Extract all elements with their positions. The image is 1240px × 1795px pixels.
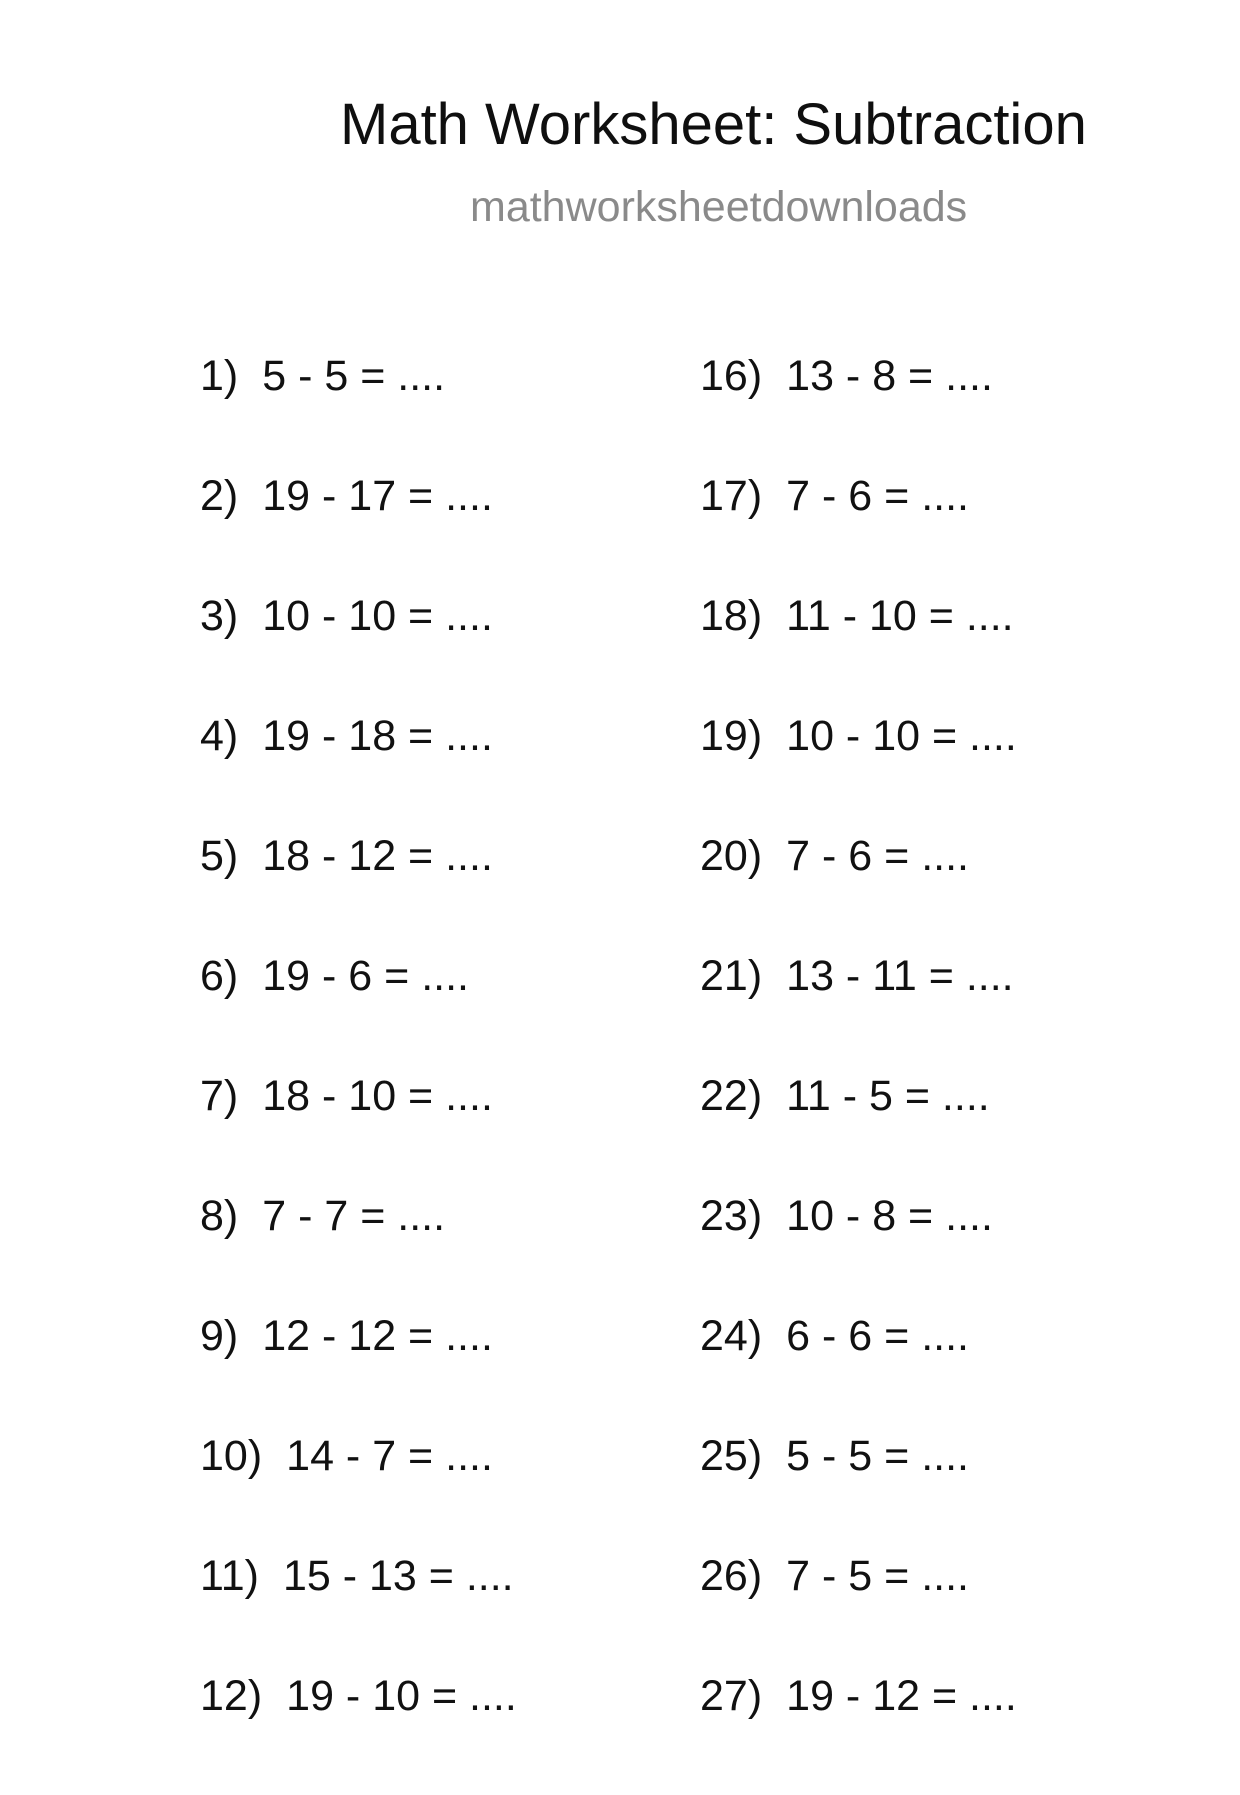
problem-expression: 7 - 5 = .... [786,1552,969,1600]
problem-grid [200,352,1100,1735]
problem-expression: 7 - 6 = .... [786,472,969,520]
problem-number: 5) [200,832,239,880]
problem-item [700,712,1017,835]
problem-item [700,1192,1017,1315]
problem-expression: 19 - 6 = .... [262,952,469,1000]
problem-number: 22) [700,1072,763,1120]
problem-number: 26) [700,1552,763,1600]
problem-number: 19) [700,712,763,760]
problem-item [200,352,517,475]
problem-expression: 11 - 10 = .... [786,592,1014,640]
problem-number: 16) [700,352,763,400]
problem-number: 4) [200,712,239,760]
problem-item [200,1192,517,1315]
problem-number: 18) [700,592,763,640]
problem-item [700,1552,1017,1675]
problem-expression: 18 - 12 = .... [262,832,493,880]
problem-item [700,1072,1017,1195]
problem-item [700,472,1017,595]
problem-number: 7) [200,1072,239,1120]
problem-number: 9) [200,1312,239,1360]
problem-expression: 13 - 8 = .... [786,352,993,400]
problem-item [200,832,517,955]
problem-number: 1) [200,352,239,400]
problem-expression: 19 - 10 = .... [286,1672,517,1720]
problem-expression: 19 - 18 = .... [262,712,493,760]
problem-expression: 6 - 6 = .... [786,1312,969,1360]
problem-item [700,1432,1017,1555]
problem-number: 25) [700,1432,763,1480]
worksheet-title: Math Worksheet: Subtraction [340,92,1087,157]
problem-item [200,952,517,1075]
problem-expression: 5 - 5 = .... [786,1432,969,1480]
problem-number: 17) [700,472,763,520]
problem-expression: 10 - 10 = .... [786,712,1017,760]
problem-expression: 10 - 10 = .... [262,592,493,640]
problem-number: 24) [700,1312,763,1360]
problem-item [200,1432,517,1555]
problem-number: 6) [200,952,239,1000]
problem-item [700,1672,1017,1795]
problem-item [200,712,517,835]
problem-expression: 15 - 13 = .... [282,1552,514,1600]
problem-number: 23) [700,1192,763,1240]
problem-item [200,1072,517,1195]
problem-expression: 5 - 5 = .... [262,352,446,400]
problem-column-right [700,352,1017,1795]
problem-number: 3) [200,592,239,640]
problem-expression: 13 - 11 = .... [786,952,1014,1000]
problem-item [200,472,517,595]
problem-number: 11) [200,1552,259,1600]
problem-item [700,832,1017,955]
problem-number: 10) [200,1432,263,1480]
problem-item [700,352,1017,475]
problem-item [700,1312,1017,1435]
problem-number: 2) [200,472,239,520]
problem-number: 27) [700,1672,763,1720]
problem-item [200,1552,517,1675]
problem-number: 20) [700,832,763,880]
problem-expression: 10 - 8 = .... [786,1192,993,1240]
problem-expression: 11 - 5 = .... [786,1072,990,1120]
problem-number: 21) [700,952,763,1000]
problem-expression: 18 - 10 = .... [262,1072,493,1120]
problem-item [200,592,517,715]
problem-expression: 19 - 17 = .... [262,472,493,520]
problem-item [200,1672,517,1795]
problem-column-left [200,352,517,1795]
problem-item [700,952,1017,1075]
problem-expression: 14 - 7 = .... [286,1432,493,1480]
worksheet-subtitle: mathworksheetdownloads [470,183,968,231]
problem-item [700,592,1017,715]
problem-expression: 7 - 7 = .... [262,1192,446,1240]
problem-number: 8) [200,1192,239,1240]
problem-item [200,1312,517,1435]
problem-expression: 12 - 12 = .... [262,1312,493,1360]
problem-expression: 7 - 6 = .... [786,832,969,880]
problem-expression: 19 - 12 = .... [786,1672,1017,1720]
problem-number: 12) [200,1672,263,1720]
